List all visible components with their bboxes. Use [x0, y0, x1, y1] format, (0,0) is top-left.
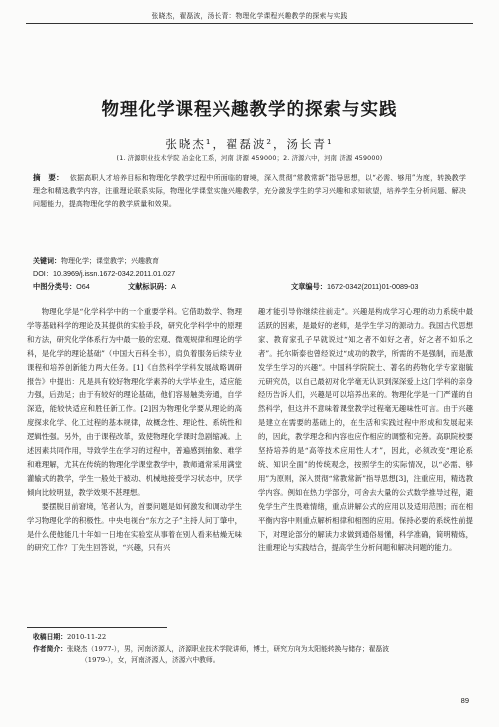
abstract-text: 依据高职人才培养目标和物理化学教学过程中所面临的窘境，深入贯彻“常教常新”指导思想，以“必需、够用”为度，转换教学理念和精选教学内容，注重理论联系实际，物理化学课堂实施兴趣教学，充分激发学生的学习兴趣和求知欲望，培养学生分析问题、解决问题能力，提高物理化学的教学质量和效果。 [33, 174, 466, 209]
body-text [27, 305, 473, 555]
clc-label: 中图分类号： [33, 282, 77, 291]
page-number: 89 [460, 696, 469, 705]
right-column [258, 305, 473, 555]
keywords-text: 物理化学；课堂教学；兴趣教育 [61, 257, 159, 265]
document-code [128, 282, 176, 292]
author-bio [33, 644, 469, 667]
doi: DOI：10.3969/j.issn.1672-0342.2011.01.027 [33, 269, 176, 278]
affiliations: (1. 济源职业技术学院 冶金化工系，河南 济源 459000；2. 济源六中，河南 济源 459000) [116, 155, 383, 162]
article-value: 1672-0342(2011)01-0089-03 [326, 282, 419, 291]
doc-value: A [171, 282, 176, 291]
footnote [33, 632, 469, 667]
keywords [33, 255, 466, 267]
article-label: 文章编号： [291, 282, 327, 291]
paragraph: 物理化学是“化学科学中的一个重要学科。它借助数学、物理学等基础科学的理论及其提供的实验手段，研究化学科学中的原理和方法，研究化学体系行为中最一般的宏观、微观规律和理论的学科，是化学的理论基础”（中国大百科全书），肩负着服务后续专业课程和培养创新能力两大任务。[1]《自然科学学科发展战略调研报告》中提出：凡是具有较好物理化学素养的大学毕业生，适应能力强，后劲足；由于有较好的理论基础，他们容易触类旁通，自学深造，能较快适应和胜任新工作。[2]因为物理化学要从理论的高度探求化学、化工过程的基本规律，故概念性、理论性、系统性和逻辑性强。另外，由于课程改革，致使物理化学课时急剧缩减。上述因素共同作用，导致学生在学习的过程中，普遍感到抽象、难学和难理解，尤其在传统的物理化学课堂教学中，教师通常采用满堂灌输式的教学，学生一般处于被动、机械地接受学习状态中，厌学倾向比较明显，教学效果不甚理想。 [27, 307, 242, 497]
running-head: 张晓杰，翟磊波，汤长青：物理化学课程兴趣教学的探索与实践 [26, 10, 473, 24]
keywords-label: 关键词： [33, 257, 61, 265]
received-label: 收稿日期： [33, 633, 67, 641]
footnote-rule [27, 627, 167, 628]
doc-label: 文献标识码： [128, 282, 172, 291]
article-number [291, 282, 418, 292]
clc-number [33, 282, 90, 292]
paragraph: 趣才能引导你继续往前走”。兴趣是构成学习心理的动力系统中最活跃的因素，是最好的老师，是学生学习的源动力。我国古代思想家、教育家孔子早就说过“知之者不如好之者，好之者不如乐之者”。托尔斯泰也曾经说过“成功的教学，所需的不是强制，而是激发学生学习的兴趣”。中国科学院院士、著名的药物化学专家谢毓元研究员，以自己最初对化学毫无认识到深深爱上这门学科的亲身经历告诉人们，兴趣是可以培养出来的。物理化学是一门严谨的自然科学，但这并不意味着课堂教学过程毫无趣味性可言。由于兴趣是建立在需要的基础上的，在生活和实践过程中形成和发展起来的，因此，教学理念和内容也应作相应的调整和完善。高职院校要坚持培养的是“高等技术应用性人才”，因此，必须改变“理论系统、知识全面”的传统观念，按照学生的实际情况，以“必需、够用”为原则，深入贯彻“常教常新”指导思想[3]，注重应用，精选教学内容。例如在热力学部分，可舍去大量的公式数学推导过程，避免学生产生畏难情绪，重点讲解公式的应用以及适用范围；而在相平衡内容中则重点解析相律和相图的应用。保持必要的系统性前提下，对理论部分的解读力求做到通俗易懂，科学准确，简明精炼，注重理论与实践结合，提高学生分析问题和解决问题的能力。 [258, 307, 473, 553]
author-bio-line2: （1979-），女，河南济源人，济源六中教师。 [81, 656, 220, 664]
left-column [27, 305, 242, 555]
received-date [33, 632, 469, 644]
author-list: 张晓杰¹，翟磊波²，汤长青¹ [165, 137, 334, 151]
paragraph: 要摆脱目前窘境，笔者认为，首要问题是如何激发和调动学生学习物理化学的积极性。中央电视台“东方之子”主持人问丁肇中，是什么使他能几十年如一日地在实验室从事着在别人看来枯燥无味的研究工作？丁先生回答说，“兴趣，只有兴 [27, 501, 242, 553]
paper-title: 物理化学课程兴趣教学的探索与实践 [101, 100, 398, 120]
received-value: 2010-11-22 [66, 633, 107, 641]
author-bio-label: 作者简介： [33, 644, 67, 653]
abstract-label: 摘 要： [33, 173, 64, 182]
clc-value: O64 [76, 282, 90, 291]
abstract [33, 171, 466, 212]
author-bio-line1: 张晓杰（1977-），男，河南济源人，济源职业技术学院讲师，博士，研究方向为太阳能转换与储存；翟磊波 [66, 644, 390, 653]
